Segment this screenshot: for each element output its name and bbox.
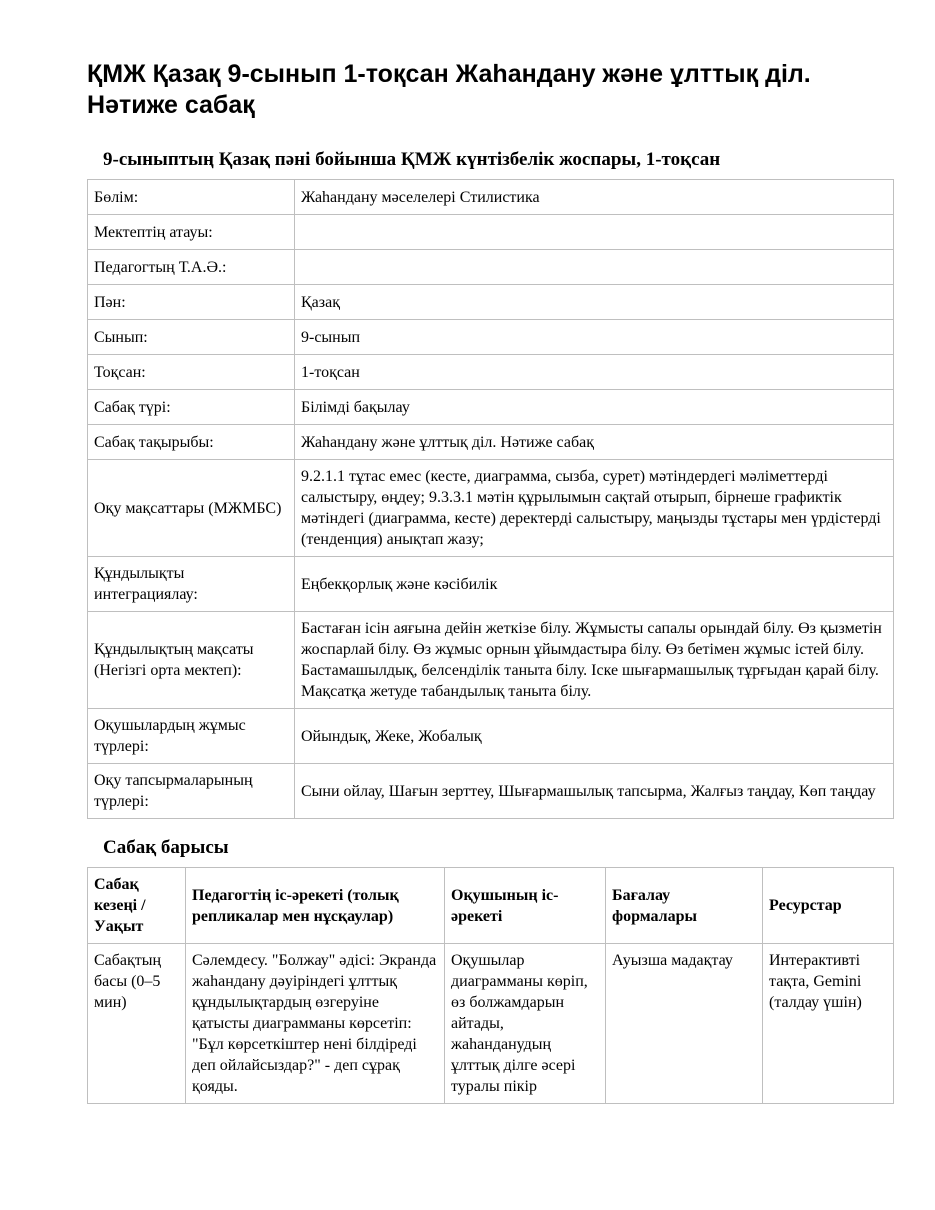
flow-column-header: Ресурстар xyxy=(763,868,894,944)
lesson-flow-body xyxy=(88,944,894,1104)
flow-heading: Сабақ барысы xyxy=(103,837,229,858)
flow-row xyxy=(88,944,894,1104)
info-row xyxy=(88,612,894,709)
info-value: Жаһандану мәселелері Стилистика xyxy=(295,180,894,215)
info-row xyxy=(88,320,894,355)
flow-cell: Оқушылар диаграмманы көріп, өз болжамдарын айтады, жаһанданудың ұлттық ділге әсері туралы пікір xyxy=(445,944,606,1104)
info-value xyxy=(295,250,894,285)
info-label: Оқу тапсырмаларының түрлері: xyxy=(88,764,295,819)
info-label: Сабақ тақырыбы: xyxy=(88,425,295,460)
lesson-flow-table xyxy=(87,867,894,1104)
flow-column-header: Педагогтің іс-әрекеті (толық репликалар мен нұсқаулар) xyxy=(186,868,445,944)
info-label: Оқу мақсаттары (МЖМБС) xyxy=(88,460,295,557)
info-row xyxy=(88,709,894,764)
plan-heading: 9-сыныптың Қазақ пәні бойынша ҚМЖ күнтізбелік жоспары, 1-тоқсан xyxy=(103,149,721,170)
info-label: Бөлім: xyxy=(88,180,295,215)
info-label: Педагогтың Т.А.Ә.: xyxy=(88,250,295,285)
info-label: Құндылықтың мақсаты (Негізгі орта мектеп): xyxy=(88,612,295,709)
flow-column-header: Оқушының іс-әрекеті xyxy=(445,868,606,944)
info-label: Тоқсан: xyxy=(88,355,295,390)
flow-column-header: Бағалау формалары xyxy=(606,868,763,944)
info-value: 1-тоқсан xyxy=(295,355,894,390)
flow-cell: Сабақтың басы (0–5 мин) xyxy=(88,944,186,1104)
info-row xyxy=(88,425,894,460)
info-label: Пән: xyxy=(88,285,295,320)
info-row xyxy=(88,557,894,612)
flow-cell: Сәлемдесу. "Болжау" әдісі: Экранда жаһандану дәуіріндегі ұлттық құндылықтардың өзгеруіне қатысты диаграмманы көрсетіп: "Бұл көрсеткіштер нені білдіреді деп ойлайсыздар?" - деп сұрақ қояды. xyxy=(186,944,445,1104)
info-row xyxy=(88,764,894,819)
lesson-info-table xyxy=(87,179,894,819)
info-row xyxy=(88,390,894,425)
flow-cell: Ауызша мадақтау xyxy=(606,944,763,1104)
info-value: Бастаған ісін аяғына дейін жеткізе білу. Жұмысты сапалы орындай білу. Өз қызметін жоспарлай білу. Өз жұмыс орнын ұйымдастыра білу. Өз бетімен жұмыс істей білу. Бастамашылдық, белсенділік таныта білу. Іске шығармашылық тұрғыдан қарай білу. Мақсатқа жетуде табандылық таныта білу. xyxy=(295,612,894,709)
info-value: Қазақ xyxy=(295,285,894,320)
info-label: Сабақ түрі: xyxy=(88,390,295,425)
flow-cell: Интерактивті тақта, Gemini (талдау үшін) xyxy=(763,944,894,1104)
info-row xyxy=(88,285,894,320)
document-title: ҚМЖ Қазақ 9-сынып 1-тоқсан Жаһандану және ұлттық діл. Нәтиже сабақ xyxy=(87,60,811,119)
flow-column-header: Сабақ кезеңі / Уақыт xyxy=(88,868,186,944)
info-value: 9-сынып xyxy=(295,320,894,355)
info-row xyxy=(88,460,894,557)
info-label: Сынып: xyxy=(88,320,295,355)
lesson-info-body xyxy=(88,180,894,819)
info-value: Сыни ойлау, Шағын зерттеу, Шығармашылық тапсырма, Жалғыз таңдау, Көп таңдау xyxy=(295,764,894,819)
info-value: Еңбекқорлық және кәсібилік xyxy=(295,557,894,612)
info-value: Жаһандану және ұлттық діл. Нәтиже сабақ xyxy=(295,425,894,460)
info-value: 9.2.1.1 тұтас емес (кесте, диаграмма, сызба, сурет) мәтіндердегі мәліметтерді салыстыру, өңдеу; 9.3.3.1 мәтін құрылымын сақтай отырып, бірнеше графиктік мәтіндегі (диаграмма, кесте) деректерді салыстыру, маңызды тұстары мен үрдістерді (тенденция) анықтап жазу; xyxy=(295,460,894,557)
info-row xyxy=(88,180,894,215)
info-label: Мектептің атауы: xyxy=(88,215,295,250)
document-page xyxy=(87,0,893,1104)
info-value: Білімді бақылау xyxy=(295,390,894,425)
flow-header-row xyxy=(88,868,894,944)
info-row xyxy=(88,355,894,390)
info-label: Оқушылардың жұмыс түрлері: xyxy=(88,709,295,764)
info-row xyxy=(88,250,894,285)
info-row xyxy=(88,215,894,250)
info-value: Ойындық, Жеке, Жобалық xyxy=(295,709,894,764)
info-label: Құндылықты интеграциялау: xyxy=(88,557,295,612)
info-value xyxy=(295,215,894,250)
